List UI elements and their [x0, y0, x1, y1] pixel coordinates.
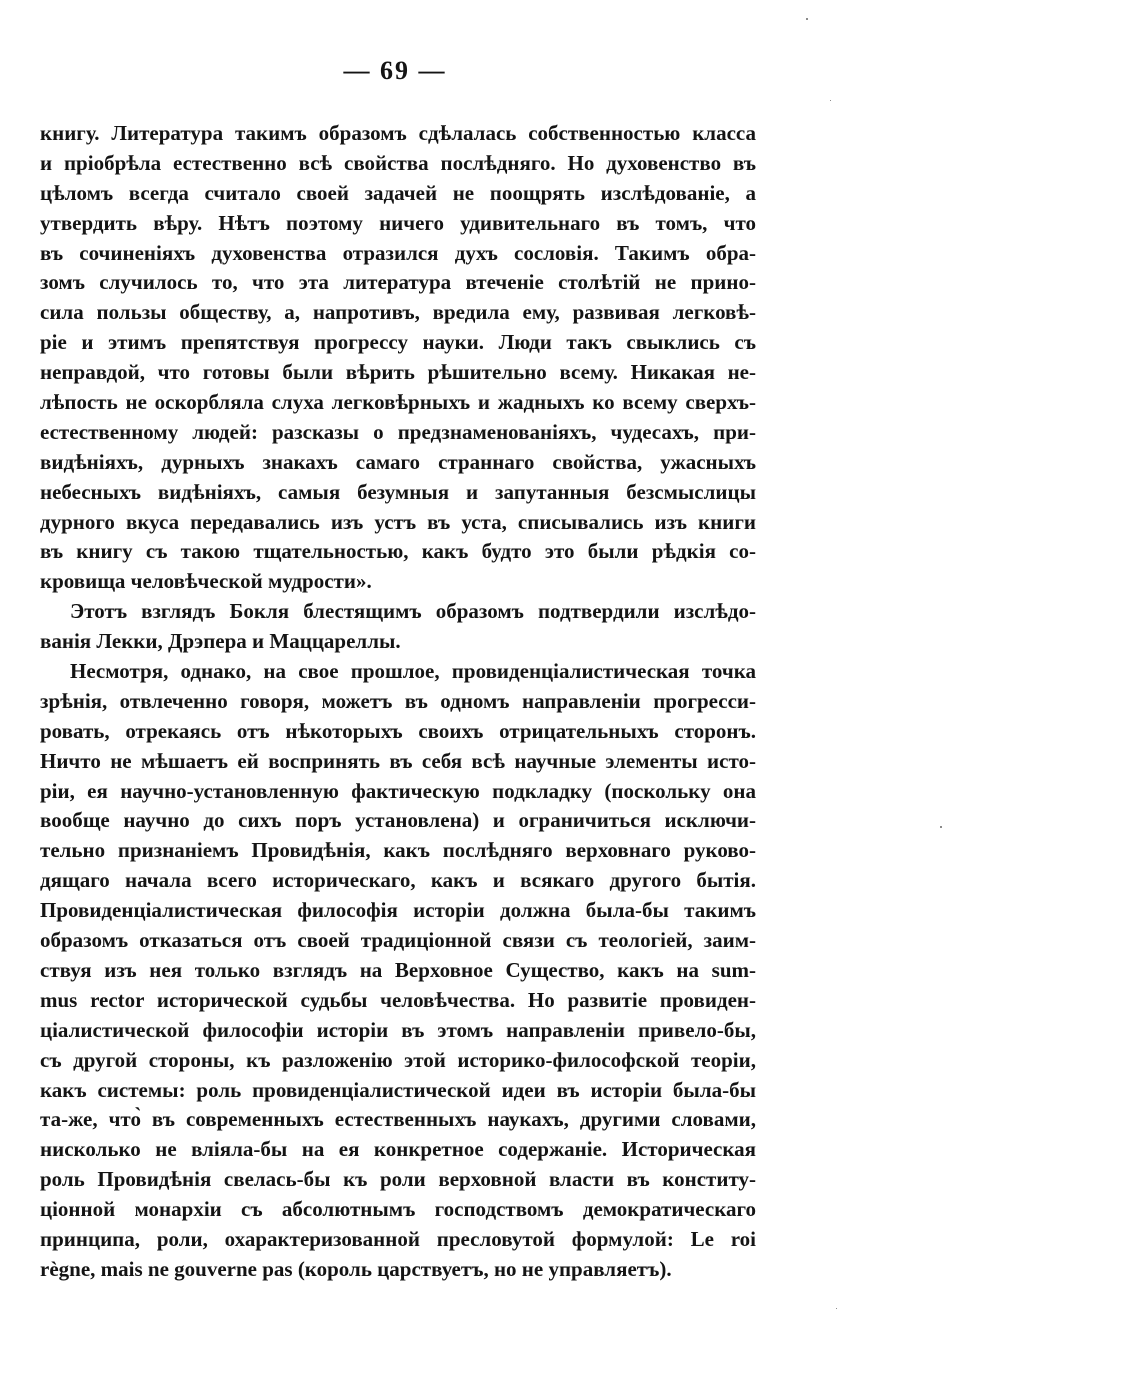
text-line: нисколько не вліяла-бы на ея конкретное содержаніе. Историческая: [40, 1137, 756, 1162]
body-text: [40, 119, 756, 1285]
text-line: принципа, роли, охарактеризованной пресловутой формулой: Le roi: [40, 1226, 756, 1251]
text-line: тельно признаніемъ Провидѣнія, какъ послѣдняго верховнаго руково-: [40, 838, 756, 863]
text-line: ціонной монархіи съ абсолютнымъ господствомъ демократическаго: [40, 1197, 756, 1222]
text-line: дящаго начала всего историческаго, какъ и всякаго другого бытія.: [40, 868, 756, 893]
text-line: утвердить вѣру. Нѣтъ поэтому ничего удивительнаго въ томъ, что: [40, 210, 756, 235]
scan-speck: [940, 826, 942, 828]
text-line: роль Провидѣнія свелась-бы къ роли верховной власти въ конститу-: [40, 1167, 756, 1192]
text-line: какъ системы: роль провиденціалистической идеи въ исторіи была-бы: [40, 1077, 756, 1102]
scan-speck: [830, 100, 831, 101]
text-line: Провиденціалистическая философія исторіи должна была-бы такимъ: [40, 898, 756, 923]
text-line: сила пользы обществу, а, напротивъ, вредила ему, развивая легковѣ-: [40, 300, 756, 325]
text-line: ціалистической философіи исторіи въ этомъ направленіи привело-бы,: [40, 1017, 756, 1042]
text-line: неправдой, что готовы были вѣрить рѣшительно всему. Никакая не-: [40, 360, 756, 385]
text-line: образомъ отказаться отъ своей традиціонной связи съ теологіей, заим-: [40, 928, 756, 953]
text-line: ровать, отрекаясь отъ нѣкоторыхъ своихъ отрицательныхъ сторонъ.: [40, 718, 756, 743]
paragraph-1: [40, 119, 756, 597]
text-line: зрѣнія, отвлеченно говоря, можетъ въ одномъ направленіи прогресси-: [40, 688, 756, 713]
text-line: ванія Лекки, Дрэпера и Маццареллы.: [40, 629, 401, 654]
text-line: съ другой стороны, къ разложенію этой историко-философской теоріи,: [40, 1047, 756, 1072]
text-line: небесныхъ видѣніяхъ, самыя безумныя и запутанныя безсмыслицы: [40, 479, 756, 504]
text-line: вообще научно до сихъ поръ установлена) и ограничиться исключи-: [40, 808, 756, 833]
text-line: цѣломъ всегда считало своей задачей не поощрять изслѣдованіе, а: [40, 180, 756, 205]
text-line: Несмотря, однако, на свое прошлое, провиденціалистическая точка: [70, 659, 756, 684]
text-line: лѣпость не оскорбляла слуха легковѣрныхъ и жадныхъ ко всему сверхъ-: [40, 390, 756, 415]
page-number: — 69 —: [343, 56, 447, 85]
text-line: въ сочиненіяхъ духовенства отразился духъ сословія. Такимъ обра-: [40, 240, 756, 265]
text-line: книгу. Литература такимъ образомъ сдѣлалась собственностью класса: [40, 121, 756, 145]
text-line: естественному людей: разсказы о предзнаменованіяхъ, чудесахъ, при-: [40, 419, 756, 444]
text-line: та-же, что̀ въ современныхъ естественныхъ наукахъ, другими словами,: [40, 1107, 756, 1132]
text-line: кровища человѣческой мудрости».: [40, 569, 372, 594]
scan-speck: [836, 1308, 837, 1309]
text-line: въ книгу съ такою тщательностью, какъ будто это были рѣдкія со-: [40, 539, 756, 564]
text-line: и пріобрѣла естественно всѣ свойства послѣдняго. Но духовенство въ: [40, 150, 756, 175]
scan-speck: [806, 18, 808, 20]
text-line: видѣніяхъ, дурныхъ знакахъ самаго страннаго свойства, ужасныхъ: [40, 449, 756, 474]
text-line: ріе и этимъ препятствуя прогрессу науки. Люди такъ свыклись съ: [40, 330, 756, 355]
text-line: Ничто не мѣшаетъ ей воспринять въ себя всѣ научные элементы исто-: [40, 748, 756, 773]
paragraph-2: [40, 597, 756, 657]
text-line: mus rector исторической судьбы человѣчества. Но развитіе провиден-: [40, 987, 756, 1012]
paragraph-3: [40, 657, 756, 1285]
text-line: ріи, ея научно-установленную фактическую подкладку (поскольку она: [40, 778, 756, 803]
text-line: Этотъ взглядъ Бокля блестящимъ образомъ подтвердили изслѣдо-: [70, 599, 756, 624]
text-line: дурного вкуса передавались изъ устъ въ уста, списывались изъ книги: [40, 509, 756, 534]
text-line: ствуя изъ нея только взглядъ на Верховное Существо, какъ на sum-: [40, 957, 756, 982]
text-line: règne, mais ne gouverne pas (король царствуетъ, но не управляетъ).: [40, 1256, 672, 1281]
text-line: зомъ случилось то, что эта литература втеченіе столѣтій не прино-: [40, 270, 756, 295]
